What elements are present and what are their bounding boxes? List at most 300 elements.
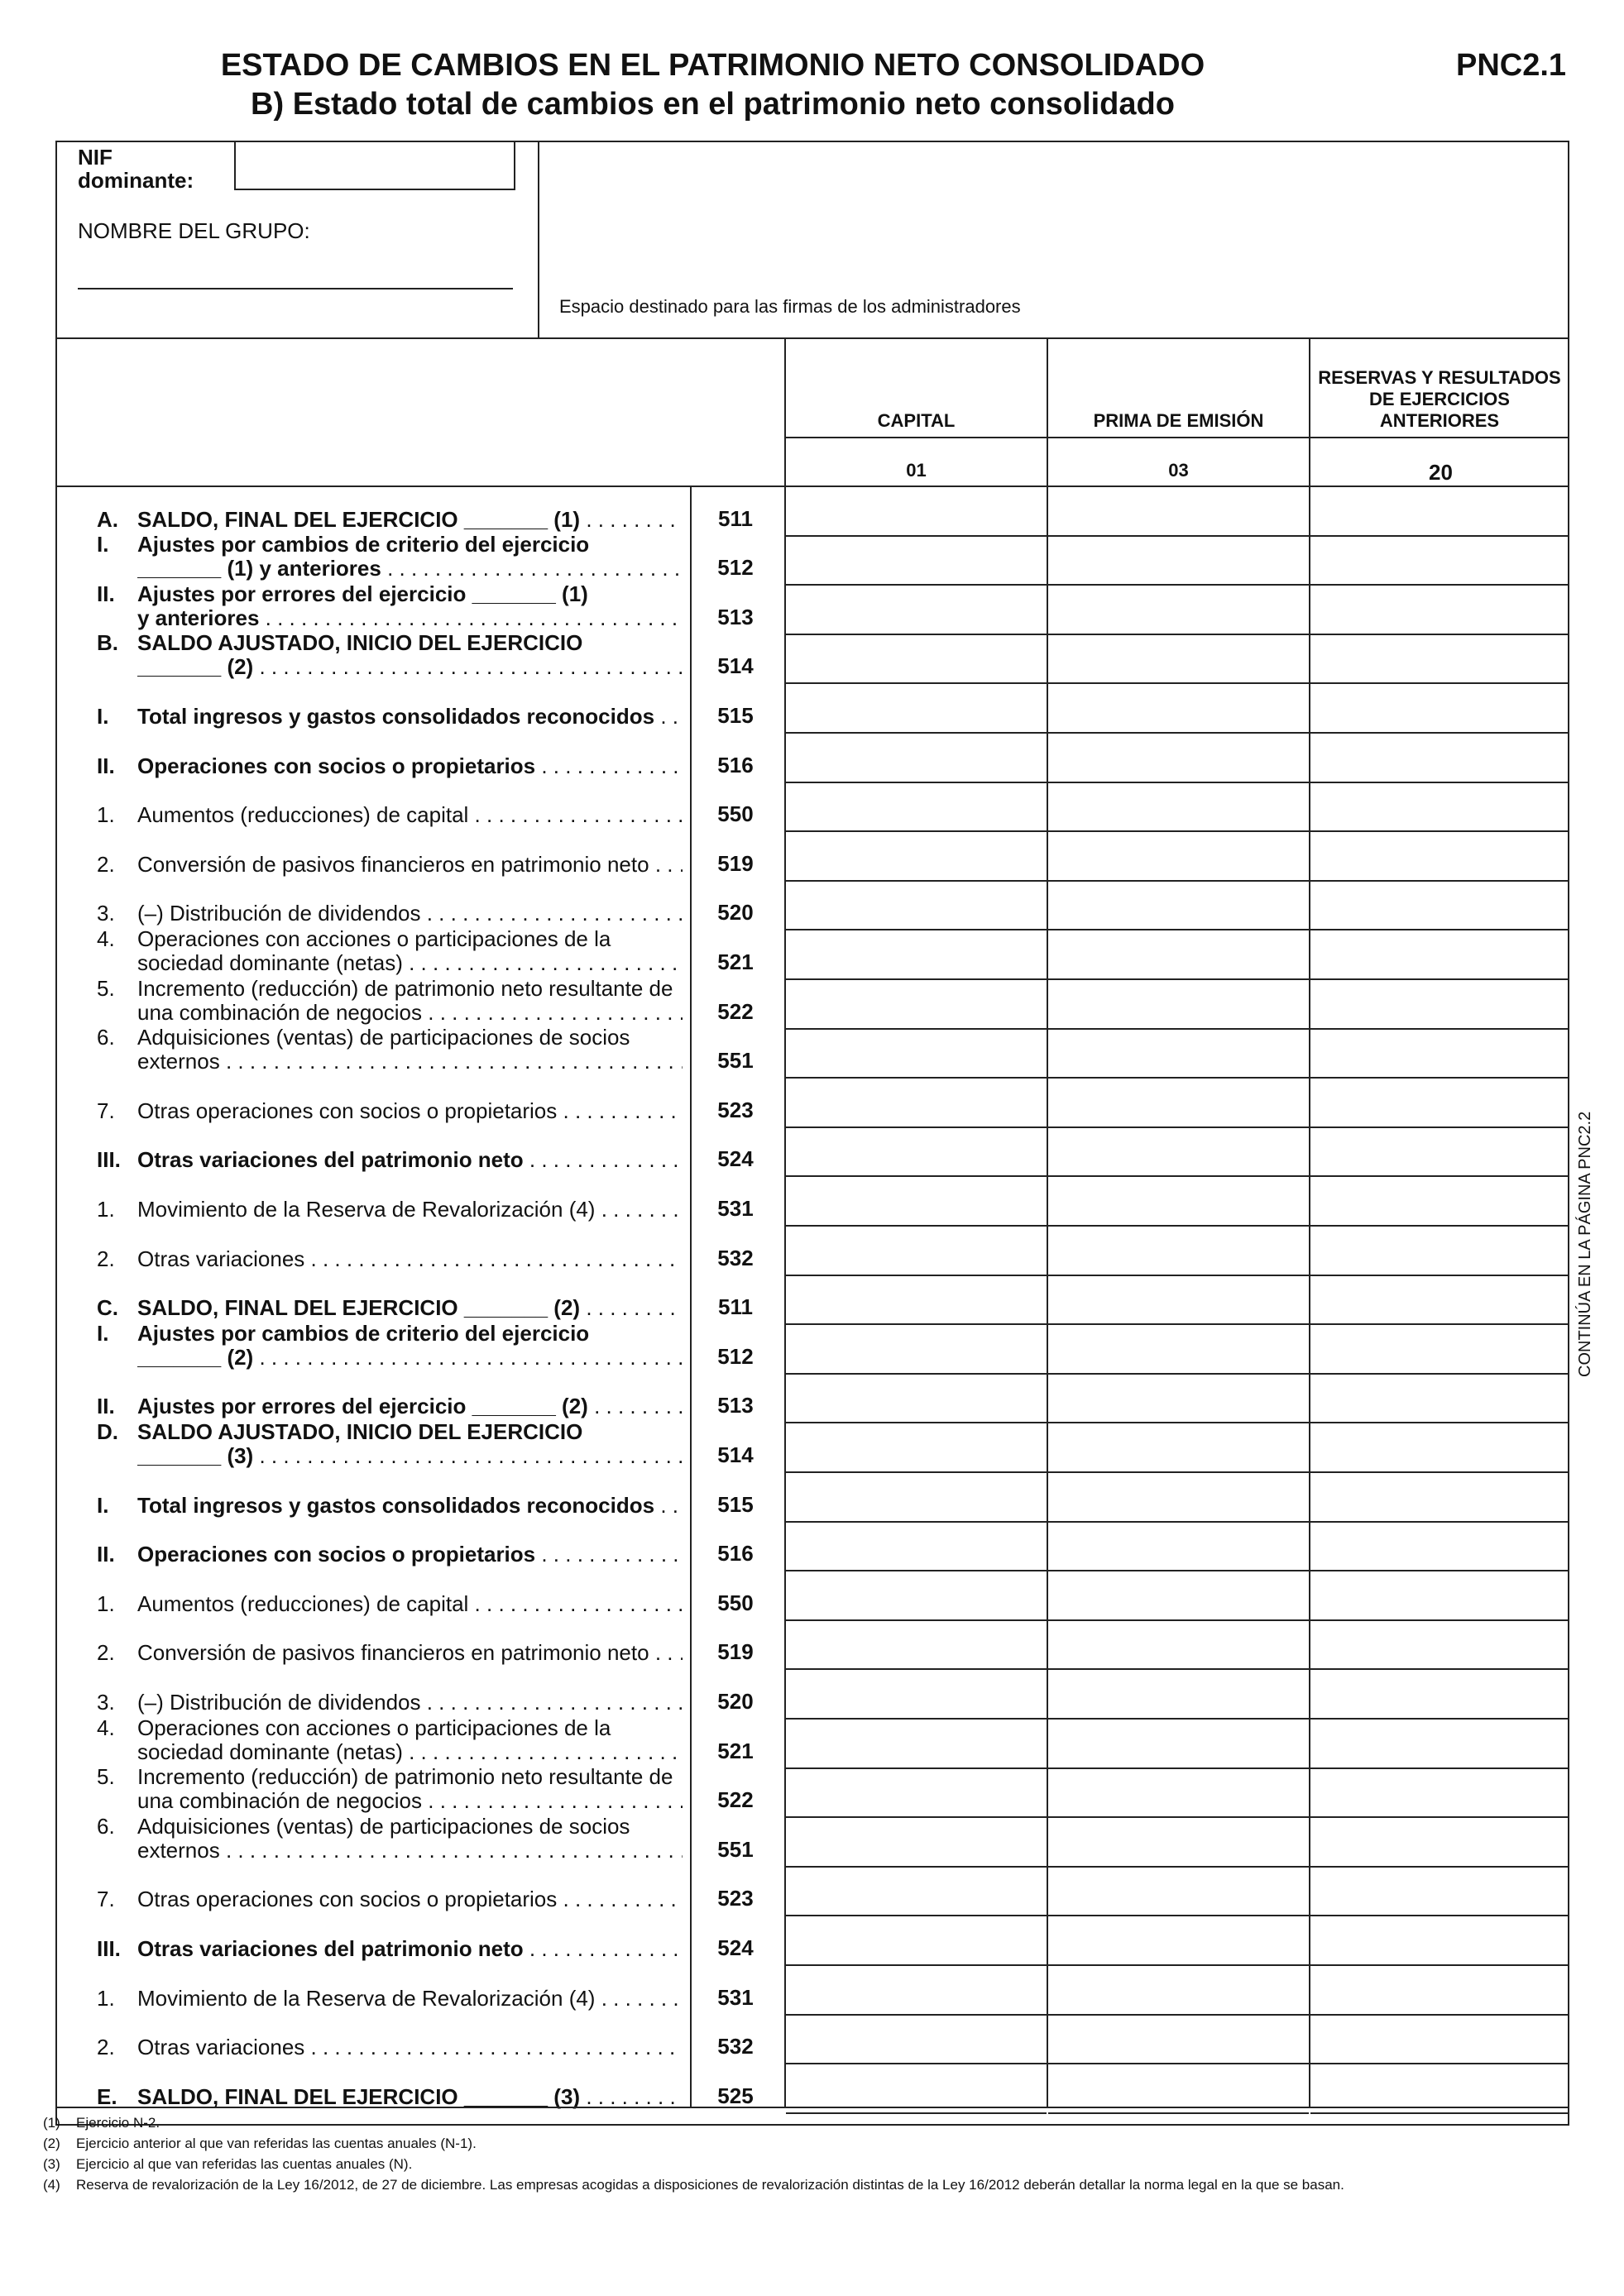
- row-text: [137, 1099, 683, 1123]
- row-text-value: SALDO, FINAL DEL EJERCICIO _______ (3): [137, 2084, 581, 2109]
- row-text: [137, 2035, 683, 2059]
- row-text-value: una combinación de negocios: [137, 1000, 423, 1025]
- row-code: 515: [717, 702, 754, 728]
- prima-cell[interactable]: [1048, 734, 1309, 783]
- row-text-line1: Ajustes por cambios de criterio del ejercicio: [137, 1321, 590, 1346]
- row-number: D.: [97, 1418, 118, 1444]
- row-label: [77, 1961, 731, 2011]
- table-row: [55, 882, 1569, 931]
- prima-cell[interactable]: [1048, 1818, 1309, 1868]
- row-number: 2.: [97, 1246, 115, 1271]
- capital-cell[interactable]: [786, 1177, 1047, 1227]
- page-subtitle: B) Estado total de cambios en el patrimonio neto consolidado: [251, 87, 1175, 122]
- row-number: 1.: [97, 802, 115, 828]
- row-text: [137, 2085, 683, 2109]
- reservas-cell[interactable]: [1310, 1079, 1569, 1128]
- reservas-cell[interactable]: [1310, 1720, 1569, 1769]
- prima-cell[interactable]: [1048, 1177, 1309, 1227]
- table-row: [55, 1764, 1569, 1819]
- table-row: [55, 2016, 1569, 2065]
- capital-cell[interactable]: [786, 487, 1047, 537]
- reservas-cell[interactable]: [1310, 1177, 1569, 1227]
- prima-cell[interactable]: [1048, 1571, 1309, 1621]
- reservas-cell[interactable]: [1310, 930, 1569, 980]
- row-number: A.: [97, 506, 118, 532]
- capital-cell[interactable]: [786, 882, 1047, 931]
- row-text-line1: Operaciones con acciones o participaciones de la: [137, 1715, 611, 1740]
- row-text-value: _______ (1) y anteriores: [137, 557, 381, 581]
- row-number: II.: [97, 1542, 115, 1567]
- row-code: 514: [717, 1442, 754, 1467]
- table-row: [55, 1670, 1569, 1720]
- prima-cell[interactable]: [1048, 1966, 1309, 2016]
- reservas-cell[interactable]: [1310, 1868, 1569, 1917]
- row-number: II.: [97, 581, 115, 606]
- row-label: [77, 1468, 731, 1518]
- prima-cell[interactable]: [1048, 832, 1309, 882]
- row-number: 4.: [97, 1715, 115, 1740]
- row-code: 531: [717, 1195, 754, 1221]
- prima-cell[interactable]: [1048, 1423, 1309, 1473]
- row-label: [77, 975, 731, 1025]
- row-text-value: (–) Distribución de dividendos: [137, 902, 421, 926]
- reservas-cell[interactable]: [1310, 1571, 1569, 1621]
- row-number: E.: [97, 2083, 117, 2109]
- row-number: C.: [97, 1295, 118, 1321]
- row-text-value: sociedad dominante (netas): [137, 950, 403, 975]
- row-text: [137, 1789, 683, 1813]
- reservas-cell[interactable]: [1310, 684, 1569, 734]
- prima-cell[interactable]: [1048, 1325, 1309, 1375]
- row-code: 522: [717, 998, 754, 1024]
- row-code: 550: [717, 801, 754, 827]
- row-text: [137, 1444, 683, 1468]
- row-code: 520: [717, 1688, 754, 1714]
- capital-cell[interactable]: [786, 1227, 1047, 1276]
- row-text-value: (–) Distribución de dividendos: [137, 1690, 421, 1715]
- capital-cell[interactable]: [786, 586, 1047, 635]
- row-text-line1: SALDO AJUSTADO, INICIO DEL EJERCICIO: [137, 1419, 583, 1444]
- row-text-line1: Adquisiciones (ventas) de participaciones de socios: [137, 1814, 630, 1839]
- row-number: 1.: [97, 1590, 115, 1616]
- table-row: [55, 1079, 1569, 1128]
- row-label: [77, 1567, 731, 1616]
- table-row: [55, 1375, 1569, 1424]
- row-number: I.: [97, 1492, 109, 1518]
- row-text-value: SALDO, FINAL DEL EJERCICIO _______ (1): [137, 507, 581, 532]
- row-text-line1: SALDO AJUSTADO, INICIO DEL EJERCICIO: [137, 631, 583, 656]
- row-label: [77, 926, 731, 975]
- capital-cell[interactable]: [786, 537, 1047, 586]
- row-text-value: Operaciones con socios o propietarios: [137, 1543, 536, 1567]
- row-code: 532: [717, 2034, 754, 2059]
- header-sub-line: [784, 437, 1569, 438]
- row-label: [77, 2010, 731, 2059]
- prima-cell[interactable]: [1048, 635, 1309, 685]
- row-code: 525: [717, 2083, 754, 2108]
- row-text-value: Movimiento de la Reserva de Revalorización (4): [137, 1197, 596, 1222]
- row-text: [137, 1346, 683, 1370]
- capital-cell[interactable]: [786, 1868, 1047, 1917]
- row-label: [77, 777, 731, 827]
- footnote: (1) Ejercicio N-2.: [43, 2115, 160, 2131]
- row-text: [137, 557, 683, 581]
- prima-cell[interactable]: [1048, 487, 1309, 537]
- reservas-cell[interactable]: [1310, 586, 1569, 635]
- reservas-cell[interactable]: [1310, 1276, 1569, 1326]
- row-text-value: Otras operaciones con socios o propietarios: [137, 1887, 558, 1912]
- signatures-area[interactable]: [539, 142, 1568, 291]
- row-code: 512: [717, 1343, 754, 1369]
- row-code: 523: [717, 1097, 754, 1122]
- nif-input[interactable]: [234, 141, 515, 190]
- table-row: [55, 926, 1569, 980]
- capital-cell[interactable]: [786, 783, 1047, 833]
- prima-cell[interactable]: [1048, 684, 1309, 734]
- row-text-value: Aumentos (reducciones) de capital: [137, 803, 469, 828]
- table-row: [55, 1177, 1569, 1227]
- row-text-value: Aumentos (reducciones) de capital: [137, 1591, 469, 1616]
- capital-cell[interactable]: [786, 1720, 1047, 1769]
- row-text-value: _______ (2): [137, 1345, 254, 1370]
- reservas-cell[interactable]: [1310, 783, 1569, 833]
- capital-cell[interactable]: [786, 832, 1047, 882]
- reservas-cell[interactable]: [1310, 1227, 1569, 1276]
- footnote: (4) Reserva de revalorización de la Ley 16/2012, de 27 de diciembre. Las empresas acogidas a disposiciones de revalorización distintas de la Ley 16/2012 deberán detallar la norma legal en la que se basan.: [43, 2177, 1344, 2193]
- row-text-value: Conversión de pasivos financieros en patrimonio neto: [137, 852, 649, 877]
- row-number: 2.: [97, 851, 115, 877]
- row-number: 6.: [97, 1025, 115, 1050]
- reservas-cell[interactable]: [1310, 1325, 1569, 1375]
- reservas-cell[interactable]: [1310, 1473, 1569, 1523]
- capital-cell[interactable]: [786, 1523, 1047, 1572]
- row-text-value: Total ingresos y gastos consolidados reconocidos: [137, 1493, 655, 1518]
- table-row: [55, 975, 1569, 1030]
- row-number: 7.: [97, 1887, 115, 1912]
- row-code: 551: [717, 1836, 754, 1862]
- table-row: [55, 1571, 1569, 1621]
- table-row: [55, 1473, 1569, 1523]
- row-text: [137, 1148, 683, 1172]
- col-header-prima: PRIMA DE EMISIÓN: [1093, 410, 1264, 431]
- prima-cell[interactable]: [1048, 1276, 1309, 1326]
- row-text: [137, 1050, 683, 1074]
- row-code: 523: [717, 1886, 754, 1911]
- reservas-cell[interactable]: [1310, 1128, 1569, 1178]
- prima-cell[interactable]: [1048, 1769, 1309, 1819]
- capital-cell[interactable]: [786, 1423, 1047, 1473]
- row-text: [137, 1543, 683, 1567]
- row-number: 1.: [97, 1985, 115, 2011]
- row-label: [77, 629, 731, 679]
- row-text: [137, 1198, 683, 1222]
- row-text-line1: Incremento (reducción) de patrimonio neto resultante de: [137, 1765, 673, 1790]
- table-row: [55, 1966, 1569, 2016]
- id-block-bottom: [55, 337, 1569, 339]
- row-text: [137, 1641, 683, 1665]
- table-row: [55, 1715, 1569, 1769]
- row-code: 512: [717, 555, 754, 581]
- prima-cell[interactable]: [1048, 1621, 1309, 1671]
- col-header-reservas: RESERVAS Y RESULTADOS DE EJERCICIOS ANTERIORES: [1318, 367, 1561, 431]
- reservas-cell[interactable]: [1310, 734, 1569, 783]
- row-number: 3.: [97, 1689, 115, 1715]
- row-text-value: Otras variaciones del patrimonio neto: [137, 1148, 524, 1173]
- reservas-cell[interactable]: [1310, 832, 1569, 882]
- row-code: 532: [717, 1245, 754, 1270]
- table-row: [55, 532, 1569, 586]
- row-number: III.: [97, 1147, 121, 1173]
- row-label: [77, 1517, 731, 1567]
- prima-cell[interactable]: [1048, 783, 1309, 833]
- form-code: PNC2.1: [1456, 48, 1567, 83]
- row-label: [77, 1369, 731, 1418]
- col-code-capital: 01: [906, 460, 927, 481]
- row-text-value: Ajustes por errores del ejercicio _______ (2): [137, 1394, 588, 1419]
- reservas-cell[interactable]: [1310, 1966, 1569, 2016]
- reservas-cell[interactable]: [1310, 537, 1569, 586]
- prima-cell[interactable]: [1048, 1670, 1309, 1720]
- row-text-value: _______ (3): [137, 1443, 254, 1468]
- prima-cell[interactable]: [1048, 586, 1309, 635]
- capital-cell[interactable]: [786, 1030, 1047, 1079]
- row-text: [137, 508, 683, 532]
- row-label: [77, 729, 731, 778]
- table-row: [55, 832, 1569, 882]
- reservas-cell[interactable]: [1310, 635, 1569, 685]
- row-code: 551: [717, 1048, 754, 1074]
- row-label: [77, 482, 731, 532]
- row-text-value: Operaciones con socios o propietarios: [137, 753, 536, 778]
- capital-cell[interactable]: [786, 980, 1047, 1030]
- col-header-capital: CAPITAL: [877, 410, 956, 431]
- reservas-cell[interactable]: [1310, 2016, 1569, 2065]
- row-text: [137, 1592, 683, 1616]
- reservas-cell[interactable]: [1310, 882, 1569, 931]
- table-bottom-line: [55, 2107, 1569, 2108]
- row-text: [137, 1839, 683, 1863]
- row-code: 513: [717, 1393, 754, 1418]
- row-number: 2.: [97, 1640, 115, 1666]
- row-text-value: _______ (2): [137, 655, 254, 680]
- table-row: [55, 734, 1569, 783]
- prima-cell[interactable]: [1048, 1868, 1309, 1917]
- row-label: [77, 679, 731, 729]
- row-code: 513: [717, 604, 754, 629]
- row-text: [137, 803, 683, 827]
- table-row: [55, 1418, 1569, 1473]
- reservas-cell[interactable]: [1310, 1670, 1569, 1720]
- row-label: [77, 827, 731, 877]
- row-label: [77, 1615, 731, 1665]
- table-row: [55, 783, 1569, 833]
- row-text-line1: Ajustes por cambios de criterio del ejercicio: [137, 533, 590, 557]
- table-row: [55, 487, 1569, 537]
- capital-cell[interactable]: [786, 1128, 1047, 1178]
- group-name-label: NOMBRE DEL GRUPO:: [78, 218, 310, 243]
- row-number: III.: [97, 1935, 121, 1961]
- row-text: [137, 1937, 683, 1961]
- row-label: [77, 1222, 731, 1271]
- col-code-prima: 03: [1168, 460, 1189, 481]
- row-number: 3.: [97, 901, 115, 926]
- prima-cell[interactable]: [1048, 882, 1309, 931]
- row-text-value: una combinación de negocios: [137, 1789, 423, 1814]
- row-number: I.: [97, 703, 109, 729]
- row-label: [77, 531, 731, 581]
- row-text: [137, 1987, 683, 2011]
- table-row: [55, 1916, 1569, 1966]
- reservas-cell[interactable]: [1310, 980, 1569, 1030]
- row-label: [77, 876, 731, 926]
- row-text: [137, 853, 683, 877]
- row-code: 550: [717, 1590, 754, 1615]
- row-label: [77, 581, 731, 630]
- row-text: [137, 1494, 683, 1518]
- reservas-cell[interactable]: [1310, 1423, 1569, 1473]
- capital-cell[interactable]: [786, 1375, 1047, 1424]
- reservas-cell[interactable]: [1310, 1916, 1569, 1966]
- table-row: [55, 1276, 1569, 1326]
- table-row: [55, 1621, 1569, 1671]
- row-code: 522: [717, 1787, 754, 1813]
- table-row: [55, 581, 1569, 635]
- row-code: 515: [717, 1491, 754, 1517]
- capital-cell[interactable]: [786, 1916, 1047, 1966]
- capital-cell[interactable]: [786, 1571, 1047, 1621]
- row-code: 521: [717, 1738, 754, 1763]
- row-code: 524: [717, 1935, 754, 1960]
- reservas-cell[interactable]: [1310, 1818, 1569, 1868]
- table-row: [55, 1813, 1569, 1868]
- prima-cell[interactable]: [1048, 1916, 1309, 1966]
- continuation-note: CONTINÚA EN LA PÁGINA PNC2.2: [1576, 1111, 1594, 1377]
- prima-cell[interactable]: [1048, 1375, 1309, 1424]
- prima-cell[interactable]: [1048, 1473, 1309, 1523]
- row-label: [77, 1911, 731, 1961]
- row-number: II.: [97, 1394, 115, 1419]
- table-row: [55, 630, 1569, 685]
- row-label: [77, 1763, 731, 1813]
- group-name-input[interactable]: [78, 288, 513, 289]
- table-row: [55, 1128, 1569, 1178]
- row-number: 2.: [97, 2035, 115, 2060]
- capital-cell[interactable]: [786, 1670, 1047, 1720]
- reservas-cell[interactable]: [1310, 1621, 1569, 1671]
- row-text: [137, 1740, 683, 1764]
- row-text: [137, 754, 683, 778]
- table-row: [55, 1227, 1569, 1276]
- row-text-value: y anteriores: [137, 605, 260, 630]
- reservas-cell[interactable]: [1310, 1523, 1569, 1572]
- col-code-reservas: 20: [1429, 460, 1453, 485]
- row-label: [77, 1320, 731, 1370]
- footnote: (2) Ejercicio anterior al que van referidas las cuentas anuales (N-1).: [43, 2136, 477, 2151]
- page-title: ESTADO DE CAMBIOS EN EL PATRIMONIO NETO CONSOLIDADO: [220, 48, 1205, 83]
- row-text-value: Otras operaciones con socios o propietarios: [137, 1098, 558, 1123]
- row-code: 511: [718, 1294, 753, 1320]
- capital-cell[interactable]: [786, 1966, 1047, 2016]
- prima-cell[interactable]: [1048, 1523, 1309, 1572]
- capital-cell[interactable]: [786, 1769, 1047, 1819]
- row-text-value: sociedad dominante (netas): [137, 1739, 403, 1764]
- reservas-cell[interactable]: [1310, 1769, 1569, 1819]
- row-code: 516: [717, 752, 754, 777]
- capital-cell[interactable]: [786, 1818, 1047, 1868]
- capital-cell[interactable]: [786, 1276, 1047, 1326]
- row-label: [77, 1813, 731, 1863]
- prima-cell[interactable]: [1048, 1079, 1309, 1128]
- table-row: [55, 1320, 1569, 1375]
- capital-cell[interactable]: [786, 684, 1047, 734]
- prima-cell[interactable]: [1048, 980, 1309, 1030]
- row-code: 521: [717, 949, 754, 974]
- row-text-line1: Ajustes por errores del ejercicio _______ (1): [137, 581, 588, 606]
- row-number: II.: [97, 753, 115, 778]
- row-text-value: externos: [137, 1050, 220, 1074]
- row-text-value: SALDO, FINAL DEL EJERCICIO _______ (2): [137, 1296, 581, 1321]
- row-text-line1: Operaciones con acciones o participaciones de la: [137, 926, 611, 951]
- row-label: [77, 1665, 731, 1715]
- row-code: 531: [717, 1984, 754, 2010]
- capital-cell[interactable]: [786, 1621, 1047, 1671]
- row-label: [77, 1024, 731, 1074]
- capital-cell[interactable]: [786, 635, 1047, 685]
- reservas-cell[interactable]: [1310, 1030, 1569, 1079]
- row-text: [137, 1001, 683, 1025]
- row-text-value: Conversión de pasivos financieros en patrimonio neto: [137, 1641, 649, 1666]
- prima-cell[interactable]: [1048, 1720, 1309, 1769]
- row-number: 4.: [97, 926, 115, 951]
- capital-cell[interactable]: [786, 1325, 1047, 1375]
- row-number: I.: [97, 532, 109, 557]
- capital-cell[interactable]: [786, 1473, 1047, 1523]
- table-row: [55, 1025, 1569, 1079]
- table-row: [55, 1523, 1569, 1572]
- row-code: 519: [717, 1639, 754, 1665]
- row-code: 520: [717, 900, 754, 926]
- row-text: [137, 1394, 683, 1418]
- row-text-value: Otras variaciones: [137, 1246, 305, 1271]
- prima-cell[interactable]: [1048, 1128, 1309, 1178]
- row-number: 7.: [97, 1098, 115, 1123]
- row-text: [137, 951, 683, 975]
- table-row: [55, 1868, 1569, 1917]
- row-text-line1: Incremento (reducción) de patrimonio neto resultante de: [137, 976, 673, 1001]
- row-label: [77, 1074, 731, 1123]
- row-label: [77, 1418, 731, 1468]
- prima-cell[interactable]: [1048, 1227, 1309, 1276]
- capital-cell[interactable]: [786, 1079, 1047, 1128]
- reservas-cell[interactable]: [1310, 487, 1569, 537]
- capital-cell[interactable]: [786, 930, 1047, 980]
- row-label: [77, 1122, 731, 1172]
- row-label: [77, 1862, 731, 1911]
- capital-cell[interactable]: [786, 734, 1047, 783]
- prima-cell[interactable]: [1048, 1030, 1309, 1079]
- row-label: [77, 1270, 731, 1320]
- row-text: [137, 705, 683, 729]
- prima-cell[interactable]: [1048, 537, 1309, 586]
- row-text: [137, 606, 683, 630]
- prima-cell[interactable]: [1048, 2016, 1309, 2065]
- prima-cell[interactable]: [1048, 930, 1309, 980]
- row-text-value: externos: [137, 1838, 220, 1863]
- reservas-cell[interactable]: [1310, 1375, 1569, 1424]
- row-label: [77, 1172, 731, 1222]
- capital-cell[interactable]: [786, 2016, 1047, 2065]
- row-text: [137, 1296, 683, 1320]
